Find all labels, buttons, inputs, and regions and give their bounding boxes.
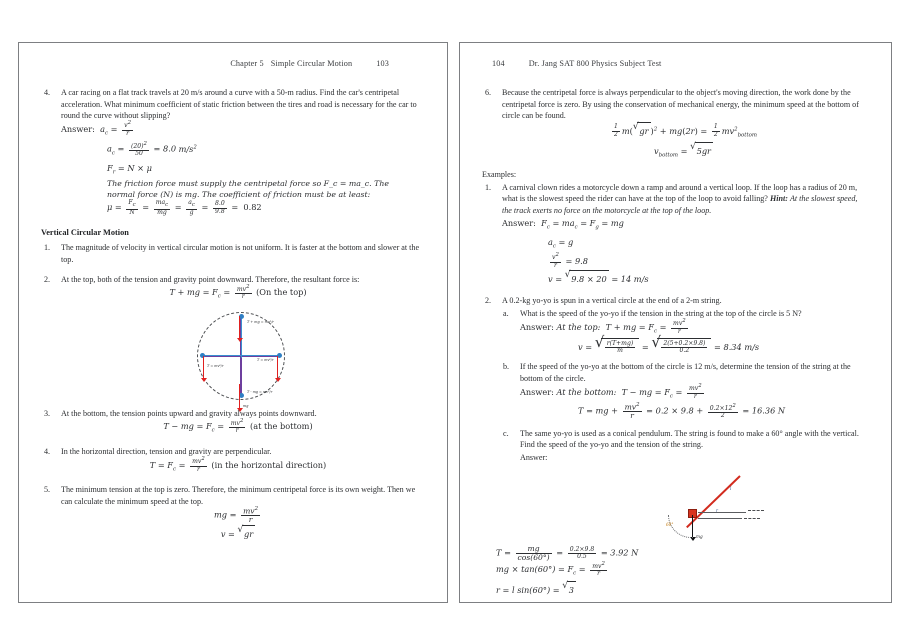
list-item-6	[482, 87, 869, 163]
list-item-text: The magnitude of velocity in vertical circular motion is not uniform. It is faster at the bottom and slower at the top.	[61, 243, 420, 264]
answer-line-fr: $F_r = N \times \mu$	[107, 162, 152, 176]
secondary-line	[698, 518, 742, 519]
diagram-label-bottom: T - mg = mv²/r	[247, 389, 273, 394]
radius-line	[698, 512, 746, 513]
list-marker: 4.	[44, 88, 51, 97]
answer-italic: At the bottom:	[556, 386, 617, 397]
formula-top-resultant: T + mg = $F_c$ = $\frac{mv^2}{r}$ (On the top)	[169, 283, 307, 301]
label-angle: 60°	[666, 522, 674, 528]
force-arrow-bottom	[239, 384, 240, 408]
force-arrow-left	[203, 356, 204, 378]
formula-v-sqrt-gr: v = √ gr	[220, 524, 254, 539]
formula-energy-conservation: $\frac{1}{2}$ m( √ gr )$^2$ + mg(2r) = $\frac{1}{2}$ $mv^2_{bottom}$	[614, 121, 757, 139]
list-marker: c.	[503, 428, 509, 438]
hint-text: At the slowest speed, the track exerts no force on the motorcycle at the top of the loop.	[502, 194, 858, 215]
answer-line-ac: Answer: $a_c$ = $\frac{v^2}{r}$	[61, 120, 132, 137]
part-text: If the speed of the yo-yo at the bottom of the circle is 12 m/s, determine the tension of the string at the bottom of the circle.	[520, 362, 851, 383]
list-item-text: At the bottom, the tension points upward and gravity always points downward.	[61, 408, 317, 418]
answer-label: Answer:	[61, 123, 95, 134]
part-a-answer-line2: v = √ $\frac{r(T+mg)}{m}$ = √ $\frac{2(5+0.2\times 9.8)}{0.2}$ = 8.34 m/s	[578, 333, 760, 355]
diagram-label-weight: mg	[243, 403, 249, 408]
page-left	[18, 42, 448, 603]
example1-answer-line4: v = √ 9.8 × 20 = 14 m/s	[548, 269, 649, 284]
list-item-text: At the top, both of the tension and gravity point downward. Therefore, the resultant force is:	[61, 274, 360, 284]
hint-label: Hint:	[769, 194, 788, 204]
list-marker: 3.	[44, 408, 51, 418]
answer-italic: At the top:	[556, 321, 601, 332]
label-weight: mg	[696, 534, 703, 540]
example1-answer-line3: $\frac{v^2}{r}$ = 9.8	[552, 252, 588, 269]
list-marker: 2.	[485, 295, 492, 305]
vertical-circle-force-diagram	[41, 310, 448, 408]
example1-answer-line1: Answer: $F_c = ma_c = F_g$ = mg	[502, 218, 624, 232]
book-title: Dr. Jang SAT 800 Physics Subject Test	[528, 59, 662, 68]
part-text: The same yo-yo is used as a conical pendulum. The string is found to make a 60° angle with the vertical. Find the speed of the yo-yo and the tension of the string.	[520, 428, 859, 450]
answer-line-ac-value: $a_c$ = $\frac{(20)^2}{50}$ = 8.0 $m/s^2$	[107, 140, 197, 158]
answer-label: Answer:	[502, 218, 536, 229]
example-text: A 0.2-kg yo-yo is spun in a vertical circle at the end of a 2-m string.	[502, 295, 722, 305]
part-text: What is the speed of the yo-yo if the tension in the string at the top of the circle is 5 N?	[520, 309, 802, 319]
label-string-length: l	[730, 486, 732, 492]
list-item-text: Because the centripetal force is always perpendicular to the object's moving direction, the work done by the centripetal force is zero. By using the conservation of mechanical energy, the minimum speed at the bottom of circle can be found.	[502, 88, 859, 121]
part-b-answer-line2: T = mg + $\frac{mv^2}{r}$ = 0.2 × 9.8 + $\frac{0.2\times 12^2}{2}$ = 16.36 N	[578, 401, 786, 421]
answer-label: Answer:	[520, 386, 554, 397]
formula-mg: mg = $\frac{mv^2}{r}$	[213, 505, 258, 525]
example-2	[482, 295, 869, 464]
list-marker: 4.	[44, 446, 51, 456]
list-marker: a.	[503, 309, 509, 319]
list-item-text: In the horizontal direction, tension and gravity are perpendicular.	[61, 446, 272, 456]
example-2-part-c	[502, 428, 869, 464]
force-arrow-right	[277, 356, 278, 378]
part-c-answer-line3: r = l sin(60°) = √ 3	[496, 581, 574, 595]
dash-right-upper	[748, 510, 764, 512]
running-head-left	[41, 59, 425, 73]
list-item-3	[41, 408, 425, 438]
formula-v-bottom: $v_{bottom}$ = √ 5gr	[654, 142, 711, 160]
right-page-body	[482, 87, 869, 597]
label-radius: r	[716, 508, 719, 514]
formula-note: (in the horizontal direction)	[211, 459, 327, 470]
part-c-answer-line1: T = $\frac{mg}{\cos(60^\circ)}$ = $\frac{0.2\times 9.8}{0.5}$ = 3.92 N	[496, 543, 639, 562]
mu-result: 0.82	[243, 202, 262, 213]
examples-heading: Examples:	[482, 170, 517, 180]
friction-note: The friction force must supply the centripetal force so F_c = ma_c. The normal force (N) is mg. The coefficient of friction must be at least:	[107, 179, 389, 199]
left-page-body	[41, 87, 425, 541]
running-head-right	[482, 59, 869, 73]
answer-line-mu: μ = $\frac{F_c}{N}$ = $\frac{ma_c}{mg}$ = $\frac{a_c}{g}$ = $\frac{8.0}{9.8}$ = 0.82	[107, 198, 262, 216]
list-item-text: The minimum tension at the top is zero. Therefore, the minimum centripetal force is its own weight. Then we can calculate the minimum speed at the top.	[61, 485, 416, 506]
running-head-chapter: Chapter 5	[230, 59, 264, 68]
list-marker: 2.	[44, 274, 51, 284]
formula-horizontal: $T = F_c$ = $\frac{mv^2}{r}$ (in the horizontal direction)	[149, 456, 327, 473]
list-item-text: A car racing on a flat track travels at 20 m/s around a curve with a 50-m radius. Find the car's centripetal acceleration. What minimum coefficient of static friction between the tires and road is necessary for the car to round the curve without slipping?	[61, 88, 417, 121]
answer-label: Answer:	[520, 452, 548, 462]
list-marker: 1.	[485, 182, 492, 192]
list-item-2	[41, 274, 425, 304]
answer-label: Answer:	[520, 321, 554, 332]
section-heading-vertical-circular-motion: Vertical Circular Motion	[41, 227, 129, 237]
example-2-part-b	[502, 361, 869, 420]
pendulum-string	[686, 476, 741, 529]
page-number-left: 103	[376, 59, 389, 68]
diagram-label-left: T = mv²/r	[207, 363, 224, 368]
list-item-4	[41, 87, 425, 217]
example1-answer-line2: $a_c = g$	[548, 237, 574, 250]
page-right	[459, 42, 892, 603]
list-item-min-tension	[41, 484, 425, 541]
running-head-title: Simple Circular Motion	[270, 59, 353, 68]
formula-note: (On the top)	[256, 287, 307, 298]
list-marker: 1.	[44, 243, 51, 253]
dash-right-lower	[744, 518, 760, 520]
list-marker: b.	[503, 362, 510, 372]
example-2-part-a	[502, 308, 869, 355]
page-number-right: 104	[492, 59, 505, 68]
list-marker: 5.	[44, 485, 51, 495]
part-b-answer-line1: Answer: At the bottom: T − mg = $F_c$ = $\frac{mv^2}{r}$	[520, 383, 702, 400]
force-arrow-top	[239, 316, 240, 338]
conical-pendulum-diagram	[482, 469, 869, 555]
part-a-answer-line1: Answer: At the top: T + mg = $F_c$ = $\frac{mv^2}{r}$	[520, 318, 686, 335]
list-item-1	[41, 242, 425, 265]
example-text: A carnival clown rides a motorcycle down a ramp and around a vertical loop. If the loop has a radius of 20 m, what is the slowest speed the rider can have at the top of the loop to avoid falling?	[502, 182, 858, 204]
formula-bottom-resultant: T − mg = $F_c$ = $\frac{mv^2}{r}$ (at the bottom)	[163, 417, 313, 435]
list-marker: 6.	[485, 88, 492, 97]
diagram-label-right: T = mv²/r	[257, 357, 274, 362]
part-c-answer-line2: mg × $\tan(60^\circ) = F_c$ = $\frac{mv^2}{r}$	[496, 560, 605, 578]
formula-note: (at the bottom)	[250, 421, 313, 432]
example-1	[482, 182, 869, 286]
list-item-horizontal	[41, 446, 425, 476]
diagram-label-top: T + mg = mv²/r	[247, 319, 274, 324]
